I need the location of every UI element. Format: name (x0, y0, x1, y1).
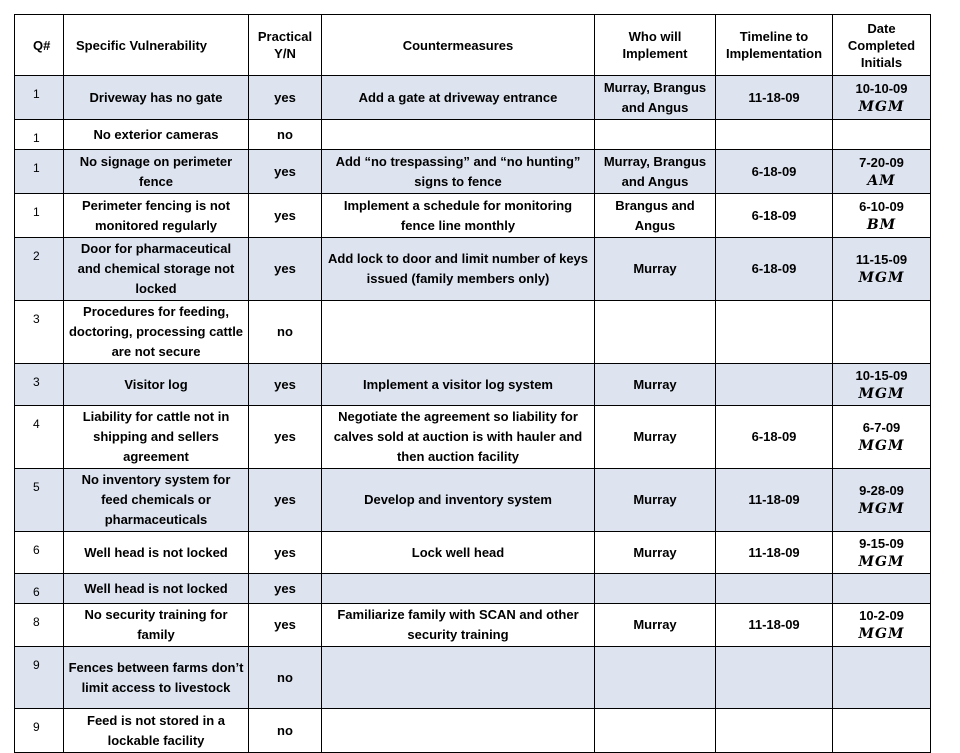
question-number-cell: 4 (15, 406, 64, 469)
practical-cell: yes (249, 364, 322, 406)
practical-cell: yes (249, 194, 322, 238)
date-value: 6-7-09 (862, 420, 901, 435)
implementer-cell (595, 574, 716, 604)
header-question-number: Q# (15, 15, 64, 76)
implementer-cell: Murray (595, 406, 716, 469)
date-completed-cell (833, 604, 931, 647)
practical-cell: yes (249, 76, 322, 120)
vulnerability-cell: No inventory system for feed chemicals or pharmaceuticals (64, 469, 249, 532)
table-row (15, 532, 931, 574)
date-completed-cell (833, 469, 931, 532)
countermeasure-cell: Lock well head (322, 532, 595, 574)
timeline-cell: 11-18-09 (716, 76, 833, 120)
implementer-cell: Murray (595, 364, 716, 406)
question-number-cell: 1 (15, 76, 64, 120)
practical-cell: yes (249, 406, 322, 469)
table-row (15, 469, 931, 532)
date-value: 10-2-09 (859, 608, 904, 623)
initials-signature: BM (866, 216, 897, 233)
timeline-cell: 6-18-09 (716, 194, 833, 238)
vulnerability-cell: Well head is not locked (64, 574, 249, 604)
countermeasure-cell: Implement a visitor log system (322, 364, 595, 406)
initials-signature: MGM (858, 270, 905, 286)
header-timeline: Timeline to Implementation (716, 15, 833, 76)
question-number-cell: 9 (15, 647, 64, 709)
table-row (15, 194, 931, 238)
table-row (15, 647, 931, 709)
question-number-cell: 3 (15, 364, 64, 406)
date-value: 7-20-09 (859, 154, 904, 170)
practical-cell: yes (249, 604, 322, 647)
vulnerability-cell: No exterior cameras (64, 120, 249, 150)
table-row (15, 120, 931, 150)
implementer-cell: Brangus and Angus (595, 194, 716, 238)
timeline-cell: 11-18-09 (716, 604, 833, 647)
countermeasure-cell: Add “no trespassing” and “no hunting” signs to fence (322, 150, 595, 194)
date-value: 9-28-09 (859, 483, 904, 498)
implementer-cell (595, 647, 716, 709)
implementer-cell (595, 709, 716, 753)
date-completed-cell (833, 301, 931, 364)
implementer-cell: Murray (595, 604, 716, 647)
vulnerability-cell: Fences between farms don’t limit access to livestock (64, 647, 249, 709)
question-number-cell: 1 (15, 194, 64, 238)
table-row (15, 574, 931, 604)
timeline-cell (716, 574, 833, 604)
question-number-cell: 1 (15, 150, 64, 194)
countermeasure-cell (322, 709, 595, 753)
vulnerability-cell: Driveway has no gate (64, 76, 249, 120)
table-row (15, 301, 931, 364)
header-specific-vulnerability: Specific Vulnerability (64, 15, 249, 76)
implementer-cell: Murray (595, 469, 716, 532)
table-header-row (15, 15, 931, 76)
date-completed-cell (833, 120, 931, 150)
timeline-cell: 6-18-09 (716, 238, 833, 301)
countermeasure-cell: Negotiate the agreement so liability for calves sold at auction is with hauler and then auction facility (322, 406, 595, 469)
initials-signature: MGM (858, 98, 905, 115)
countermeasure-cell (322, 301, 595, 364)
table-row (15, 150, 931, 194)
date-value: 10-15-09 (855, 367, 908, 383)
date-completed-cell (833, 76, 931, 120)
practical-cell: yes (249, 469, 322, 532)
implementer-cell (595, 120, 716, 150)
vulnerability-cell: Visitor log (64, 364, 249, 406)
vulnerability-cell: Feed is not stored in a lockable facility (64, 709, 249, 753)
question-number-cell: 5 (15, 469, 64, 532)
countermeasure-cell (322, 574, 595, 604)
implementer-cell: Murray, Brangus and Angus (595, 150, 716, 194)
date-value: 10-10-09 (855, 80, 908, 96)
question-number-cell: 6 (15, 574, 64, 604)
practical-cell: yes (249, 150, 322, 194)
date-completed-cell (833, 647, 931, 709)
countermeasure-cell: Add lock to door and limit number of keys issued (family members only) (322, 238, 595, 301)
vulnerability-cell: No security training for family (64, 604, 249, 647)
date-completed-cell (833, 238, 931, 301)
implementer-cell (595, 301, 716, 364)
timeline-cell (716, 709, 833, 753)
practical-cell: yes (249, 574, 322, 604)
timeline-cell: 6-18-09 (716, 406, 833, 469)
timeline-cell: 11-18-09 (716, 469, 833, 532)
question-number-cell: 8 (15, 604, 64, 647)
vulnerability-cell: Door for pharmaceutical and chemical storage not locked (64, 238, 249, 301)
question-number-cell: 1 (15, 120, 64, 150)
practical-cell: no (249, 120, 322, 150)
initials-signature: MGM (858, 626, 905, 642)
question-number-cell: 6 (15, 532, 64, 574)
implementer-cell: Murray, Brangus and Angus (595, 76, 716, 120)
timeline-cell (716, 364, 833, 406)
timeline-cell (716, 301, 833, 364)
countermeasure-cell: Develop and inventory system (322, 469, 595, 532)
vulnerability-cell: Well head is not locked (64, 532, 249, 574)
timeline-cell: 11-18-09 (716, 532, 833, 574)
header-date-completed: Date Completed Initials (833, 15, 931, 76)
practical-cell: no (249, 647, 322, 709)
countermeasure-cell (322, 647, 595, 709)
date-value: 6-10-09 (859, 198, 904, 214)
practical-cell: yes (249, 532, 322, 574)
practical-cell: no (249, 301, 322, 364)
countermeasure-cell: Add a gate at driveway entrance (322, 76, 595, 120)
countermeasure-cell (322, 120, 595, 150)
vulnerability-cell: Liability for cattle not in shipping and sellers agreement (64, 406, 249, 469)
header-countermeasures: Countermeasures (322, 15, 595, 76)
table-row (15, 604, 931, 647)
table-row (15, 364, 931, 406)
initials-signature: MGM (858, 438, 905, 454)
practical-cell: yes (249, 238, 322, 301)
initials-signature: AM (867, 172, 896, 189)
question-number-cell: 2 (15, 238, 64, 301)
date-completed-cell (833, 364, 931, 406)
implementer-cell: Murray (595, 532, 716, 574)
header-practical: Practical Y/N (249, 15, 322, 76)
date-completed-cell (833, 150, 931, 194)
date-value: 9-15-09 (859, 535, 904, 551)
countermeasure-cell: Implement a schedule for monitoring fence line monthly (322, 194, 595, 238)
vulnerability-cell: Procedures for feeding, doctoring, processing cattle are not secure (64, 301, 249, 364)
initials-signature: MGM (858, 553, 905, 570)
date-completed-cell (833, 574, 931, 604)
question-number-cell: 9 (15, 709, 64, 753)
table-row (15, 238, 931, 301)
timeline-cell: 6-18-09 (716, 150, 833, 194)
initials-signature: MGM (858, 501, 905, 517)
date-value: 11-15-09 (855, 252, 908, 267)
question-number-cell: 3 (15, 301, 64, 364)
implementer-cell: Murray (595, 238, 716, 301)
practical-cell: no (249, 709, 322, 753)
date-completed-cell (833, 406, 931, 469)
vulnerability-cell: No signage on perimeter fence (64, 150, 249, 194)
timeline-cell (716, 120, 833, 150)
table-row (15, 76, 931, 120)
date-completed-cell (833, 709, 931, 753)
table-row (15, 709, 931, 753)
vulnerability-cell: Perimeter fencing is not monitored regularly (64, 194, 249, 238)
header-who-will-implement: Who will Implement (595, 15, 716, 76)
countermeasure-cell: Familiarize family with SCAN and other security training (322, 604, 595, 647)
date-completed-cell (833, 194, 931, 238)
vulnerability-table (14, 14, 931, 753)
initials-signature: MGM (858, 385, 905, 402)
timeline-cell (716, 647, 833, 709)
table-row (15, 406, 931, 469)
date-completed-cell (833, 532, 931, 574)
